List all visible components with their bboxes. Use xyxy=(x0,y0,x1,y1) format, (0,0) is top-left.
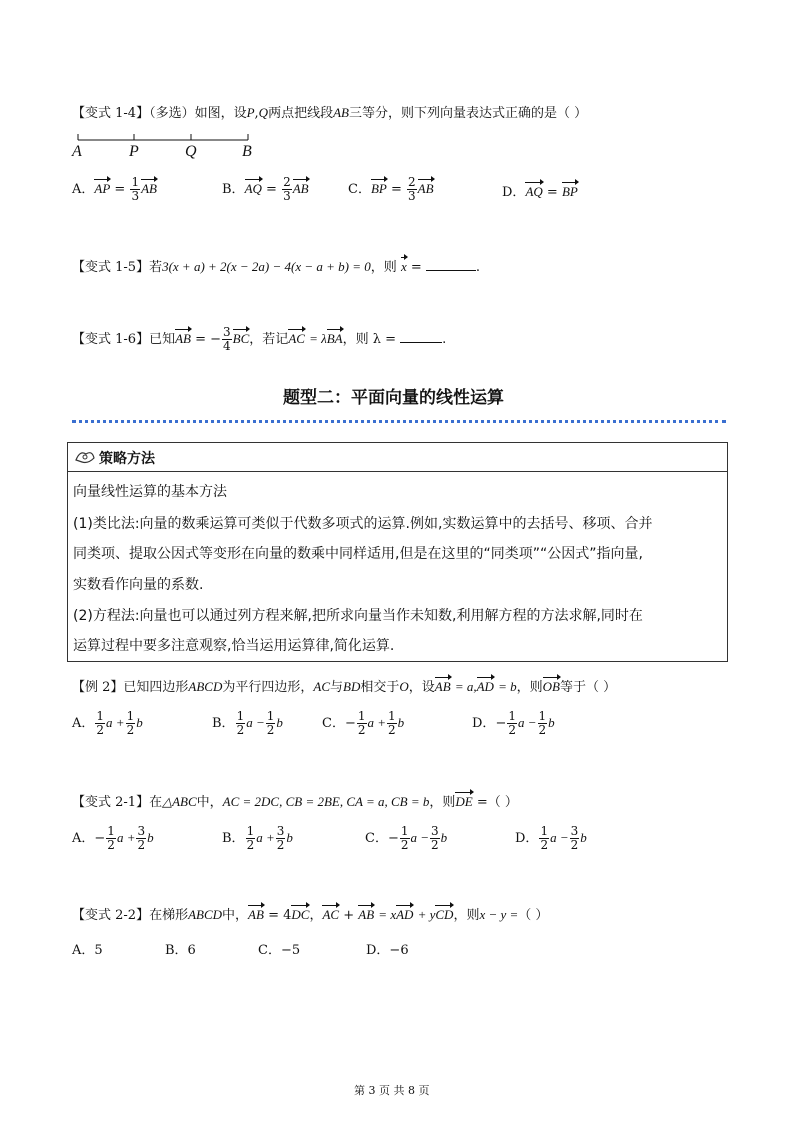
strategy-line-6: 运算过程中要多注意观察,恰当运用运算律,简化运算. xyxy=(73,638,395,654)
choice-b[interactable]: B．AQ = $\frac{2}{3}$ AB xyxy=(222,175,309,203)
example-2-choice-c[interactable]: C．− $\frac{1}{2}$ a + $\frac{1}{2}$ b xyxy=(322,709,405,737)
strategy-line-3: 同类项、提取公因式等变形在向量的数乘中同样适用,但是在这里的“同类项”“公因式”指向量, xyxy=(73,546,643,562)
answer-blank-1-5[interactable] xyxy=(426,258,476,271)
point-label-p: P xyxy=(129,143,139,160)
point-label-a: A xyxy=(72,143,82,160)
segment-diagram xyxy=(70,130,270,164)
example-2-choice-a[interactable]: A． $\frac{1}{2}$ a + $\frac{1}{2}$ b xyxy=(72,709,143,737)
question-1-5: 【变式 1-5】若3(x + a) + 2(x − 2a) − 4(x − a + b) = 0，则 x = . xyxy=(72,255,480,277)
strategy-header xyxy=(68,443,727,472)
strategy-line-1: 向量线性运算的基本方法 xyxy=(73,484,227,500)
question-2-1-choice-c[interactable]: C．− $\frac{1}{2}$ a − $\frac{3}{2}$ b xyxy=(365,824,448,852)
question-2-1-choice-d[interactable]: D． $\frac{1}{2}$ a − $\frac{3}{2}$ b xyxy=(515,824,587,852)
question-2-1-stem: 【变式 2-1】在△ABC中，AC = 2DC, CB = 2BE, CA = a, CB = b，则DE =（ ） xyxy=(72,790,518,812)
choice-c[interactable]: C．BP = $\frac{2}{3}$ AB xyxy=(348,175,434,203)
strategy-heading: 策略方法 xyxy=(99,451,155,467)
strategy-line-4: 实数看作向量的系数. xyxy=(73,577,204,593)
strategy-icon xyxy=(74,448,96,466)
question-2-2-stem: 【变式 2-2】在梯形ABCD中，AB = 4DC，AC + AB = xAD + yCD，则x − y =（ ） xyxy=(72,903,548,925)
question-2-2-choice-d[interactable]: D．−6 xyxy=(366,943,409,958)
choice-a[interactable]: A．AP = $\frac{1}{3}$ AB xyxy=(72,175,157,203)
strategy-line-2: (1)类比法:向量的数乘运算可类似于代数多项式的运算.例如,实数运算中的去括号、移项、合并 xyxy=(73,516,653,532)
example-2-stem: 【例 2】已知四边形ABCD为平行四边形，AC与BD相交于O，设AB = a,AD = b，则OB等于（ ） xyxy=(72,675,616,697)
point-label-q: Q xyxy=(185,143,197,160)
question-2-2-choice-a[interactable]: A．5 xyxy=(72,943,103,958)
question-2-1-choice-a[interactable]: A．− $\frac{1}{2}$ a + $\frac{3}{2}$ b xyxy=(72,824,154,852)
page-number: 第 3 页 共 8 页 xyxy=(354,1084,430,1097)
section-title: 题型二：平面向量的线性运算 xyxy=(283,388,504,408)
dotted-divider xyxy=(72,420,726,423)
question-2-1-choice-b[interactable]: B． $\frac{1}{2}$ a + $\frac{3}{2}$ b xyxy=(222,824,293,852)
example-2-choice-d[interactable]: D．− $\frac{1}{2}$ a − $\frac{1}{2}$ b xyxy=(472,709,555,737)
strategy-line-5: (2)方程法:向量也可以通过列方程来解,把所求向量当作未知数,利用解方程的方法求解,同时在 xyxy=(73,608,643,624)
example-2-choice-b[interactable]: B． $\frac{1}{2}$ a − $\frac{1}{2}$ b xyxy=(212,709,283,737)
question-1-4-stem: 【变式 1-4】（多选）如图，设P,Q两点把线段AB三等分，则下列向量表达式正确的是（ ） xyxy=(72,105,588,121)
question-2-2-choice-c[interactable]: C．−5 xyxy=(258,943,301,958)
question-2-2-choice-b[interactable]: B．6 xyxy=(165,943,196,958)
choice-d[interactable]: D．AQ = BP xyxy=(502,180,578,202)
answer-blank-1-6[interactable] xyxy=(400,330,442,343)
question-1-6: 【变式 1-6】已知AB = − $\frac{3}{4}$ BC，若记AC = λBA，则 λ = . xyxy=(72,325,447,353)
point-label-b: B xyxy=(242,143,252,160)
strategy-box xyxy=(67,442,728,662)
